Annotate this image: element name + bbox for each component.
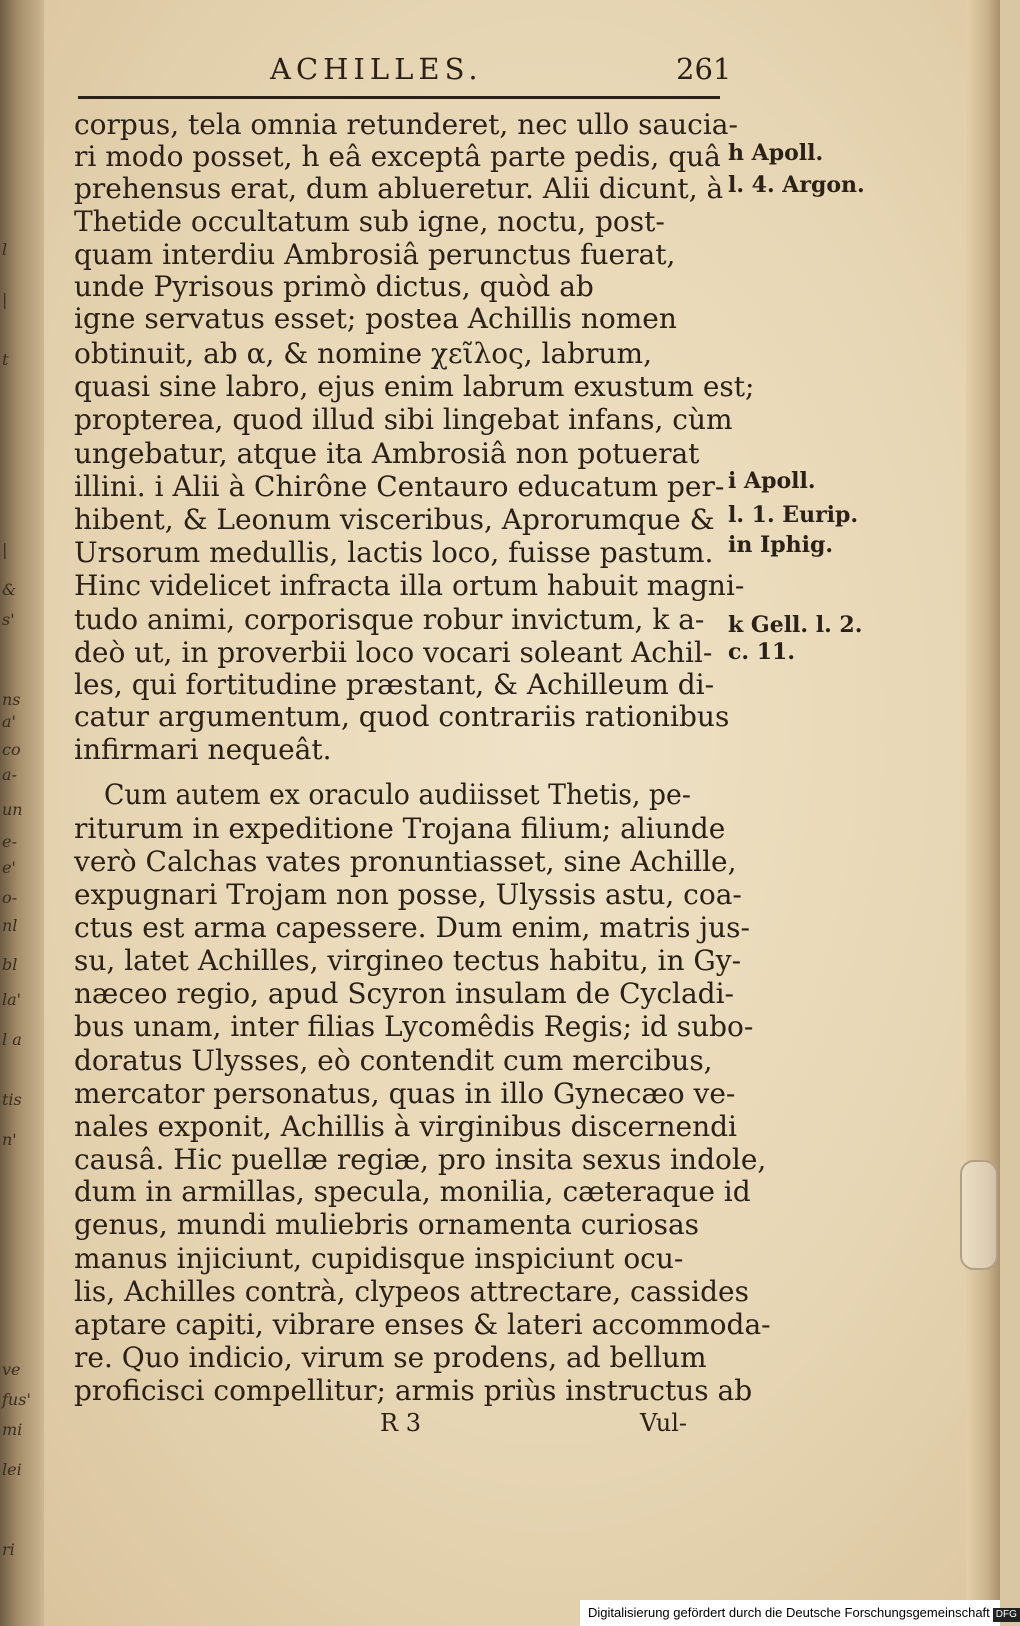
marginal-note: k Gell. l. 2. [728,612,863,638]
text-line: Ursorum medullis, lactis loco, fuisse pastum. [74,536,714,569]
gutter-mark: e- [2,832,17,851]
gutter-mark: mi [2,1420,23,1439]
catchword: Vul- [640,1409,688,1437]
text-line: catur argumentum, quod contrariis rationibus [74,700,730,733]
text-line: manus injiciunt, cupidisque inspiciunt ocu- [74,1242,684,1275]
text-line: Hinc videlicet infracta illa ortum habuit magni- [74,569,745,602]
gutter-mark: & [2,580,17,599]
text-line: nales exponit, Achillis à virginibus discernendi [74,1110,737,1143]
page-edge [966,0,1000,1626]
text-line: riturum in expeditione Trojana filium; aliunde [74,812,726,845]
text-line: genus, mundi muliebris ornamenta curiosas [74,1208,700,1241]
text-line: ctus est arma capessere. Dum enim, matris jus- [74,911,750,944]
gutter-mark: n' [2,1130,17,1149]
gutter-mark: nl [2,916,18,935]
marginal-note: l. 4. Argon. [728,172,865,198]
marginal-note: h Apoll. [728,140,824,166]
gutter-mark: lei [2,1460,22,1479]
text-line: igne servatus esset; postea Achillis nomen [74,302,677,335]
gutter-mark: co [2,740,21,759]
marginal-note: l. 1. Eurip. [728,502,859,528]
text-line: aptare capiti, vibrare enses & lateri accommoda- [74,1308,771,1341]
text-line: Cum autem ex oraculo audiisset Thetis, pe- [104,778,691,811]
running-head: ACHILLES. [270,52,483,86]
text-line: mercator personatus, quas in illo Gynecæo ve- [74,1077,736,1110]
header-rule [78,96,720,99]
footer-text: Digitalisierung gefördert durch die Deutsche Forschungsgemeinschaft [588,1605,990,1620]
text-line: bus unam, inter filias Lycomêdis Regis; id subo- [74,1010,754,1043]
text-line: quasi sine labro, ejus enim labrum exustum est; [74,370,755,403]
text-line: proficisci compellitur; armis priùs instructus ab [74,1374,753,1407]
marginal-note: i Apoll. [728,468,816,494]
gutter-mark: tis [2,1090,22,1109]
dfg-logo: DFG [993,1608,1020,1622]
text-line: hibent, & Leonum visceribus, Aprorumque & [74,503,715,536]
text-line: infirmari nequeât. [74,733,332,766]
text-line: lis, Achilles contrà, clypeos attrectare, cassides [74,1275,749,1308]
page-number: 261 [676,52,732,86]
gutter-mark: ri [2,1540,15,1559]
text-line: dum in armillas, specula, monilia, cæteraque id [74,1175,751,1208]
text-line: les, qui fortitudine præstant, & Achilleum di- [74,668,715,701]
text-line: doratus Ulysses, eò contendit cum mercibus, [74,1044,713,1077]
gutter-mark: bl [2,955,18,974]
gutter-mark: fus' [2,1390,31,1409]
text-line: deò ut, in proverbii loco vocari soleant Achil- [74,636,713,669]
gutter-mark: e' [2,858,16,877]
gutter-mark: | [2,290,8,309]
text-line: unde Pyrisous primò dictus, quòd ab [74,270,594,303]
digitization-footer [580,1600,1017,1626]
gutter-mark: un [2,800,23,819]
text-line: obtinuit, ab α, & nomine χεῖλος, labrum, [74,337,652,370]
gutter-mark: t [2,350,9,369]
text-line: næceo regio, apud Scyron insulam de Cycladi- [74,977,734,1010]
gutter-mark: s' [2,610,15,629]
gutter-mark: a' [2,712,16,731]
gutter-mark: ve [2,1360,21,1379]
text-line: su, latet Achilles, virgineo tectus habitu, in Gy- [74,944,742,977]
text-line: quam interdiu Ambrosiâ perunctus fuerat, [74,238,676,271]
marginal-note: in Iphig. [728,532,834,558]
gutter-mark: | [2,540,8,559]
gutter-mark: l a [2,1030,22,1049]
text-line: tudo animi, corporisque robur invictum, k a- [74,603,705,636]
text-line: illini. i Alii à Chirône Centauro educatum per- [74,470,725,503]
text-line: verò Calchas vates pronuntiasset, sine Achille, [74,845,737,878]
gutter-mark: a- [2,765,17,784]
signature-mark: R 3 [380,1409,421,1437]
text-line: propterea, quod illud sibi lingebat infans, cùm [74,403,733,436]
text-line: re. Quo indicio, virum se prodens, ad bellum [74,1341,707,1374]
gutter-mark: l [2,240,8,259]
text-line: expugnari Trojam non posse, Ulyssis astu, coa- [74,878,742,911]
text-line: Thetide occultatum sub igne, noctu, post- [74,205,665,238]
marginal-note: c. 11. [728,639,795,665]
gutter-mark: ns [2,690,21,709]
gutter-mark: o- [2,888,18,907]
text-line: ungebatur, atque ita Ambrosiâ non potuerat [74,437,700,470]
text-line: prehensus erat, dum ablueretur. Alii dicunt, à [74,172,724,205]
text-line: corpus, tela omnia retunderet, nec ullo saucia- [74,108,738,141]
text-line: causâ. Hic puellæ regiæ, pro insita sexus indole, [74,1143,767,1176]
page-clip [960,1160,998,1270]
text-line: ri modo posset, h eâ exceptâ parte pedis, quâ [74,140,721,173]
gutter-mark: la' [2,990,22,1009]
